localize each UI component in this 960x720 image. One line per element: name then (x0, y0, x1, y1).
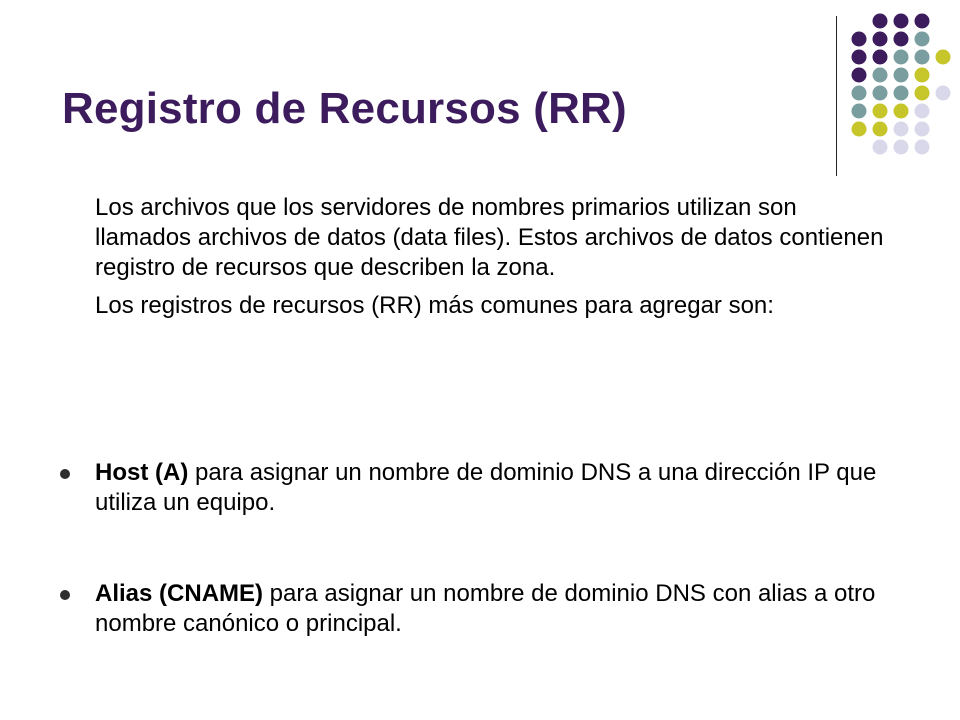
decorative-dot (915, 32, 930, 47)
bullet-description: para asignar un nombre de dominio DNS a una dirección IP que utiliza un equipo. (95, 459, 877, 516)
bullet-dot-icon (60, 469, 70, 479)
decorative-dot (894, 140, 909, 155)
decorative-dot (852, 104, 867, 119)
decorative-dot (915, 140, 930, 155)
bullet-term: Alias (CNAME) (95, 580, 264, 607)
decorative-dot (894, 14, 909, 29)
decorative-dot (915, 50, 930, 65)
decorative-dot (894, 122, 909, 137)
decorative-dot (873, 104, 888, 119)
decorative-dot (873, 50, 888, 65)
decorative-dot (852, 50, 867, 65)
body-text (95, 193, 895, 321)
decorative-dot (873, 86, 888, 101)
paragraph-list-intro: Los registros de recursos (RR) más comunes para agregar son: (95, 292, 774, 319)
slide-title: Registro de Recursos (RR) (62, 84, 627, 133)
decorative-dot (873, 68, 888, 83)
decorative-dot (915, 14, 930, 29)
decorative-dot (852, 86, 867, 101)
decorative-dot (915, 104, 930, 119)
bullet-term: Host (A) (95, 459, 189, 486)
decorative-dot (873, 122, 888, 137)
decorative-dot (936, 50, 951, 65)
decorative-dot (852, 122, 867, 137)
list-item (95, 458, 895, 518)
decorative-dot (915, 122, 930, 137)
decorative-dot (873, 14, 888, 29)
decorative-dot (894, 104, 909, 119)
decorative-dot (894, 68, 909, 83)
paragraph-intro: Los archivos que los servidores de nombres primarios utilizan son llamados archivos de datos (data files). Estos archivos de datos contienen registro de recursos que describen la zona. (95, 194, 884, 281)
decorative-dot (915, 68, 930, 83)
decorative-dot (894, 32, 909, 47)
bullet-description: para asignar un nombre de dominio DNS con alias a otro nombre canónico o principal. (95, 580, 876, 637)
decorative-dot (936, 86, 951, 101)
decorative-dot (873, 140, 888, 155)
decorative-dot-grid (0, 0, 960, 200)
bullet-list (95, 458, 895, 700)
decorative-dot (852, 32, 867, 47)
decorative-dot (894, 50, 909, 65)
decorative-dot (915, 86, 930, 101)
decorative-dot (894, 86, 909, 101)
decorative-dot (852, 68, 867, 83)
bullet-dot-icon (60, 590, 70, 600)
list-item (95, 579, 895, 639)
decorative-dot (873, 32, 888, 47)
